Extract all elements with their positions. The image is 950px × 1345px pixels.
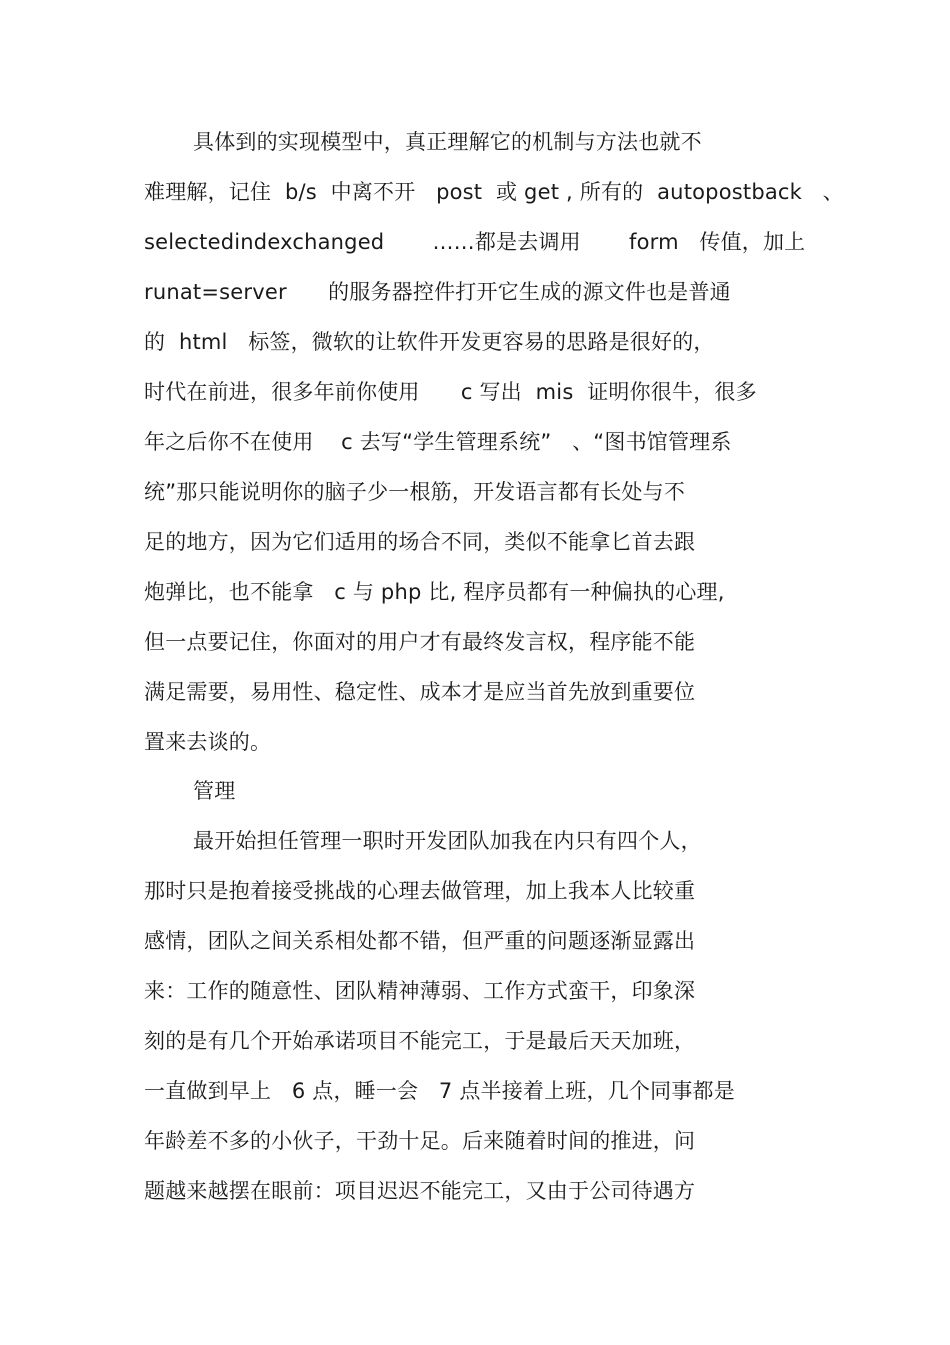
paragraph-line-22: 题越来越摆在眼前：项目迟迟不能完工，又由于公司待遇方 xyxy=(144,1179,696,1203)
paragraph-line-8: 统”那只能说明你的脑子少一根筋，开发语言都有长处与不 xyxy=(144,480,686,504)
paragraph-line-4: runat=server 的服务器控件打开它生成的源文件也是普通 xyxy=(144,280,731,304)
paragraph-line-21: 年龄差不多的小伙子，干劲十足。后来随着时间的推进，问 xyxy=(144,1129,696,1153)
paragraph-line-13: 置来去谈的。 xyxy=(144,730,272,754)
paragraph-line-3: selectedindexchanged ……都是去调用 form 传值，加上 xyxy=(144,230,806,254)
paragraph-line-6: 时代在前进，很多年前你使用 c 写出 mis 证明你很牛，很多 xyxy=(144,380,757,404)
paragraph-line-20: 一直做到早上 6 点，睡一会 7 点半接着上班，几个同事都是 xyxy=(144,1079,735,1103)
paragraph-line-17: 感情，团队之间关系相处都不错，但严重的问题逐渐显露出 xyxy=(144,929,696,953)
paragraph-line-18: 来：工作的随意性、团队精神薄弱、工作方式蛮干，印象深 xyxy=(144,979,696,1003)
paragraph-line-19: 刻的是有几个开始承诺项目不能完工，于是最后天天加班， xyxy=(144,1029,696,1053)
paragraph-line-9: 足的地方，因为它们适用的场合不同，类似不能拿匕首去跟 xyxy=(144,530,696,554)
paragraph-line-16: 那时只是抱着接受挑战的心理去做管理，加上我本人比较重 xyxy=(144,879,696,903)
paragraph-line-11: 但一点要记住，你面对的用户才有最终发言权，程序能不能 xyxy=(144,630,696,654)
paragraph-line-12: 满足需要，易用性、稳定性、成本才是应当首先放到重要位 xyxy=(144,680,696,704)
paragraph-line-7: 年之后你不在使用 c 去写“学生管理系统” 、“图书馆管理系 xyxy=(144,430,732,454)
paragraph-line-10: 炮弹比，也不能拿 c 与 php 比, 程序员都有一种偏执的心理, xyxy=(144,580,725,604)
paragraph-line-15: 最开始担任管理一职时开发团队加我在内只有四个人， xyxy=(193,829,702,853)
section-heading: 管理 xyxy=(193,779,236,803)
paragraph-line-5: 的 html 标签，微软的让软件开发更容易的思路是很好的， xyxy=(144,330,715,354)
paragraph-line-2: 难理解，记住 b/s 中离不开 post 或 get , 所有的 autopostback 、 xyxy=(144,180,844,204)
paragraph-line-1: 具体到的实现模型中，真正理解它的机制与方法也就不 xyxy=(193,130,702,154)
